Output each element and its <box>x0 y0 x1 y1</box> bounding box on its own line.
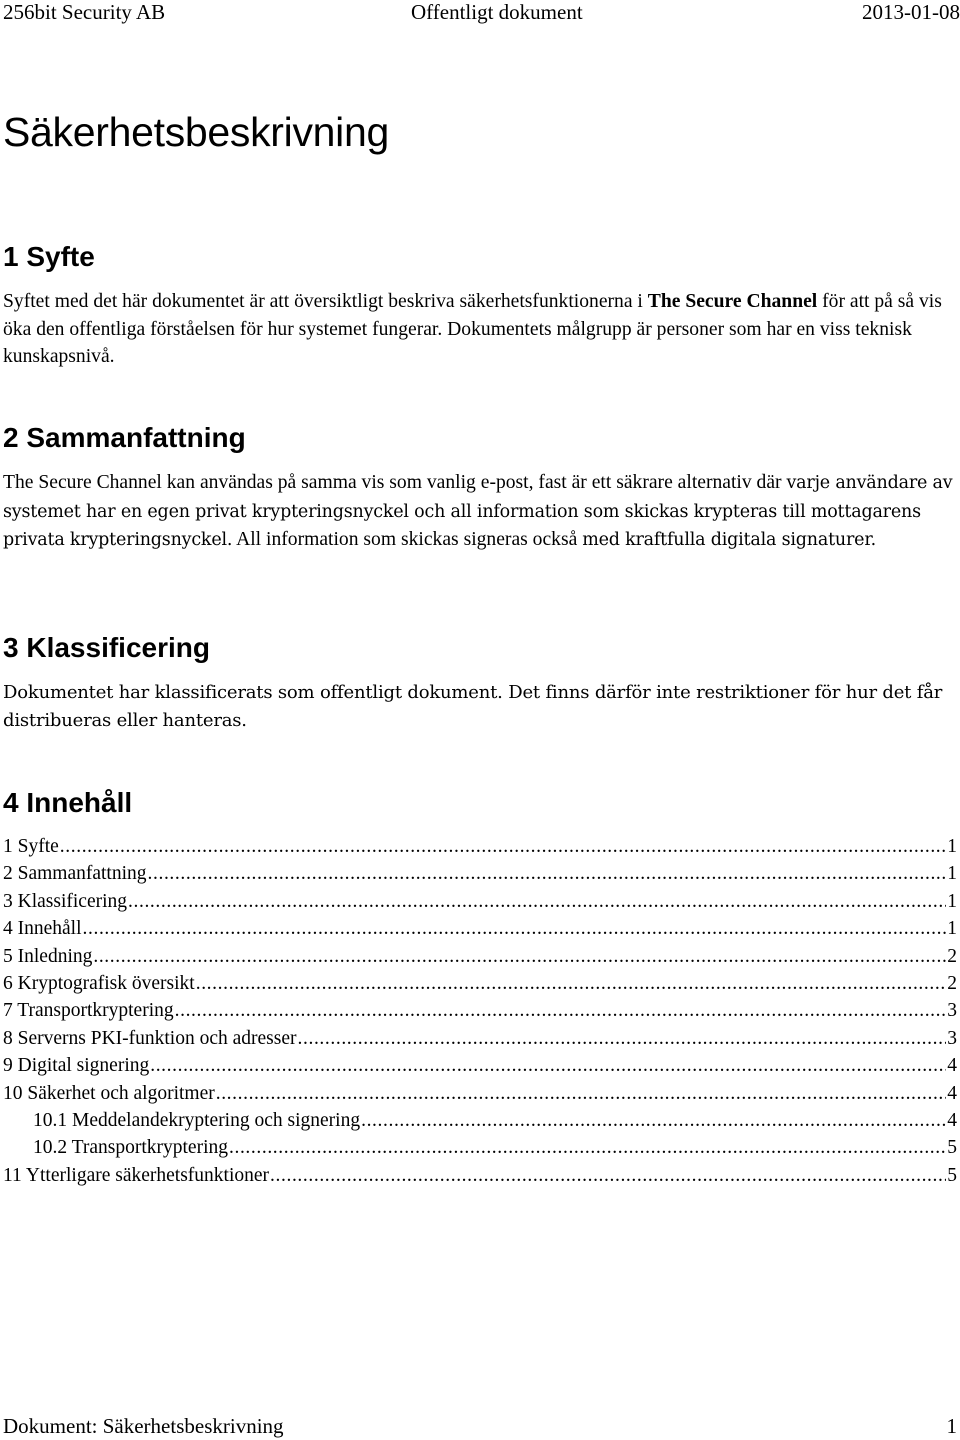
toc-entry-page: 2 <box>947 972 957 994</box>
toc-leader-dots <box>148 860 947 887</box>
toc-entry-label: 1 Syfte <box>3 836 59 857</box>
sammanfattning-text-part1: The Secure Channel kan användas på samma vis som vanlig e-post, fast är ett säkrare alternativ där <box>3 472 787 493</box>
toc-subentry[interactable] <box>3 1134 957 1161</box>
toc-entry-label: 3 Klassificering <box>3 890 128 912</box>
toc-entry-label: 8 Serverns PKI-funktion och adresser <box>3 1027 297 1049</box>
syfte-text-part1: Syftet med det här dokumentet är att översiktligt beskriva säkerhetsfunktionerna i <box>3 291 648 312</box>
toc-entry-page: 5 <box>947 1137 957 1159</box>
toc-entry[interactable] <box>3 997 957 1024</box>
toc-leader-dots <box>298 1025 947 1052</box>
sammanfattning-text-part2: varje användare av systemet har en egen privat krypteringsnyckel och all information som skickas krypteras till mottagarens privata krypteringsnyckel. <box>3 473 953 550</box>
toc-entry-page: 1 <box>947 836 957 857</box>
toc-entry-page: 3 <box>947 1027 957 1049</box>
product-name: The Secure Channel <box>647 291 818 312</box>
toc-subentry[interactable] <box>3 1107 957 1134</box>
table-of-contents <box>3 833 957 1189</box>
document-title: Säkerhetsbeskrivning <box>3 109 389 155</box>
toc-entry[interactable] <box>3 1025 957 1052</box>
toc-entry-label: 7 Transportkryptering <box>3 1000 174 1022</box>
toc-leader-dots <box>270 1162 946 1189</box>
toc-entry-label: 10.2 Transportkryptering <box>33 1137 228 1159</box>
toc-entry-page: 4 <box>947 1109 957 1131</box>
toc-entry-page: 4 <box>947 1082 957 1104</box>
header-company: 256bit Security AB <box>3 0 166 24</box>
section-paragraph-syfte <box>3 288 953 371</box>
toc-entry-label: 5 Inledning <box>3 945 93 967</box>
toc-entry[interactable] <box>3 943 957 970</box>
toc-entry-label: 10 Säkerhet och algoritmer <box>3 1082 215 1104</box>
toc-entry[interactable] <box>3 915 957 942</box>
toc-entry-label: 11 Ytterligare säkerhetsfunktioner <box>3 1164 270 1186</box>
section-heading-syfte: 1 Syfte <box>3 241 95 272</box>
toc-leader-dots <box>128 888 946 915</box>
toc-leader-dots <box>60 833 946 860</box>
sammanfattning-text-part4: med kraftfulla digitala signaturer. <box>582 530 876 550</box>
toc-leader-dots <box>93 943 946 970</box>
toc-entry[interactable] <box>3 888 957 915</box>
syfte-text-part2: för att på så vis öka den offentliga förståelsen för hur systemet fungerar. Dokumentets målgrupp är personer som har en viss teknisk kunskapsnivå. <box>3 291 942 367</box>
toc-entry[interactable] <box>3 970 957 997</box>
toc-entry[interactable] <box>3 1162 957 1189</box>
toc-entry-page: 2 <box>947 945 957 967</box>
toc-entry[interactable] <box>3 833 957 860</box>
header-date: 2013-01-08 <box>862 0 960 24</box>
toc-leader-dots <box>150 1052 946 1079</box>
toc-leader-dots <box>175 997 947 1024</box>
toc-entry[interactable] <box>3 1052 957 1079</box>
toc-entry-label: 6 Kryptografisk översikt <box>3 972 195 994</box>
section-paragraph-sammanfattning <box>3 469 953 555</box>
footer-page-number: 1 <box>946 1414 957 1438</box>
toc-entry[interactable] <box>3 1080 957 1107</box>
toc-leader-dots <box>196 970 947 997</box>
toc-leader-dots <box>229 1134 946 1161</box>
toc-entry[interactable] <box>3 860 957 887</box>
toc-entry-page: 4 <box>947 1055 957 1077</box>
toc-entry-label: 4 Innehåll <box>3 918 82 940</box>
toc-leader-dots <box>361 1107 946 1134</box>
section-heading-innehall: 4 Innehåll <box>3 787 133 818</box>
toc-entry-label: 10.1 Meddelandekryptering och signering <box>33 1109 361 1131</box>
toc-entry-label: 2 Sammanfattning <box>3 863 147 885</box>
toc-entry-page: 3 <box>947 1000 957 1022</box>
section-heading-klassificering: 3 Klassificering <box>3 632 210 663</box>
toc-entry-page: 1 <box>947 918 957 940</box>
toc-entry-page: 1 <box>947 863 957 885</box>
toc-leader-dots <box>83 915 947 942</box>
section-heading-sammanfattning: 2 Sammanfattning <box>3 422 246 453</box>
toc-entry-page: 1 <box>947 890 957 912</box>
sammanfattning-text-part3: All information som skickas signeras också <box>232 529 583 550</box>
section-paragraph-klassificering: Dokumentet har klassificerats som offentligt dokument. Det finns därför inte restriktioner för hur det får distribueras eller hanteras. <box>3 682 943 731</box>
footer-document-name: Dokument: Säkerhetsbeskrivning <box>3 1414 284 1438</box>
toc-leader-dots <box>216 1080 947 1107</box>
toc-entry-page: 5 <box>947 1164 957 1186</box>
header-classification: Offentligt dokument <box>411 0 583 24</box>
toc-entry-label: 9 Digital signering <box>3 1055 150 1077</box>
